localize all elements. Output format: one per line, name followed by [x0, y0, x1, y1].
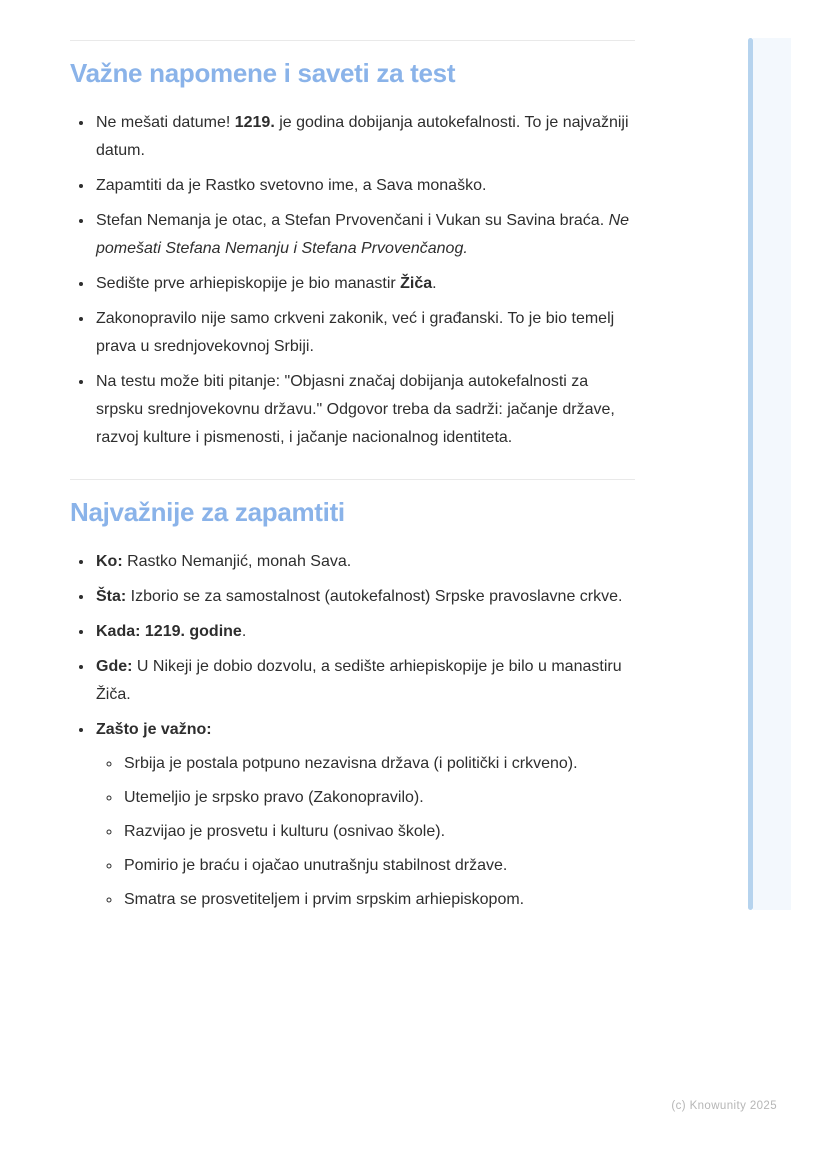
list-item-text: Smatra se prosvetiteljem i prvim srpskim arhiepiskopom.: [124, 890, 525, 908]
copyright-footer: (c) Knowunity 2025: [671, 1100, 777, 1112]
list-item-text: Šta:: [96, 587, 127, 605]
sub-list-item: [122, 886, 635, 914]
list-item-text: Izborio se za samostalnost (autokefalnost) Srpske pravoslavne crkve.: [126, 587, 623, 605]
scrollbar: [748, 38, 791, 910]
list-item: [94, 270, 635, 298]
list-item-text: Sedište prve arhiepiskopije je bio manastir: [96, 274, 401, 292]
sub-list-item: [122, 818, 635, 846]
list-item-text: Kada: 1219. godine: [96, 622, 242, 640]
list-item: [94, 716, 635, 914]
list-item-text: Pomirio je braću i ojačao unutrašnju stabilnost države.: [124, 856, 508, 874]
section-title: Važne napomene i saveti za test: [70, 58, 456, 88]
sub-list-item: [122, 750, 635, 778]
list-item: [94, 207, 635, 263]
section-title: Najvažnije za zapamtiti: [70, 496, 345, 527]
list-item-text: Gde:: [96, 657, 133, 675]
list-item-text: Zašto je važno:: [96, 720, 212, 738]
list-item-text: Rastko Nemanjić, monah Sava.: [122, 552, 352, 570]
list-item-text: Ko:: [96, 552, 123, 570]
list-item-text: Ne mešati datume!: [96, 113, 235, 131]
list-item-text: Žiča: [400, 274, 433, 292]
list-item-text: .: [241, 622, 247, 640]
list-item-text: Zapamtiti da je Rastko svetovno ime, a Sava monaško.: [96, 176, 487, 194]
sub-list-item: [122, 852, 635, 880]
list-item-text: Srbija je postala potpuno nezavisna država (i politički i crkveno).: [124, 754, 578, 772]
bullet-list: [70, 109, 635, 452]
sub-list: [96, 750, 635, 914]
list-item-text: Stefan Nemanja je otac, a Stefan Prvovenčani i Vukan su Savina braća.: [96, 211, 609, 229]
list-item-text: U Nikeji je dobio dozvolu, a sedište arhiepiskopije je bilo u manastiru Žiča.: [96, 657, 622, 703]
section-tips: [70, 59, 635, 452]
list-item: [94, 583, 635, 611]
list-item-text: Razvijao je prosvetu i kulturu (osnivao škole).: [124, 822, 446, 840]
scrollbar-thumb[interactable]: [748, 38, 753, 910]
list-item: [94, 305, 635, 361]
list-item: [94, 368, 635, 452]
section-key-facts: [70, 498, 635, 914]
list-item: [94, 653, 635, 709]
list-item-text: Ne pomešati Stefana Nemanju i Stefana Prvovenčanog.: [96, 211, 630, 257]
list-item-text: Na testu može biti pitanje: "Objasni značaj dobijanja autokefalnosti za srpsku srednjovekovnu državu." Odgovor treba da sadrži: jačanje države, razvoj kulture i pismenosti, i jačanje nacionalnog identiteta.: [96, 372, 615, 446]
list-item: [94, 172, 635, 200]
list-item-text: 1219.: [234, 113, 275, 131]
bullet-list: [70, 548, 635, 914]
section-divider: [70, 40, 635, 41]
list-item-text: Utemeljio je srpsko pravo (Zakonopravilo).: [124, 788, 424, 806]
scrollbar-track: [753, 38, 791, 910]
list-item: [94, 109, 635, 165]
section-divider: [70, 479, 635, 480]
sub-list-item: [122, 784, 635, 812]
list-item: [94, 618, 635, 646]
list-item-text: je godina dobijanja autokefalnosti. To je najvažniji datum.: [96, 113, 629, 159]
list-item-text: Zakonopravilo nije samo crkveni zakonik, već i građanski. To je bio temelj prava u srednjovekovnoj Srbiji.: [96, 309, 615, 355]
list-item: [94, 548, 635, 576]
list-item-text: .: [432, 274, 437, 292]
content-column: [70, 0, 635, 921]
